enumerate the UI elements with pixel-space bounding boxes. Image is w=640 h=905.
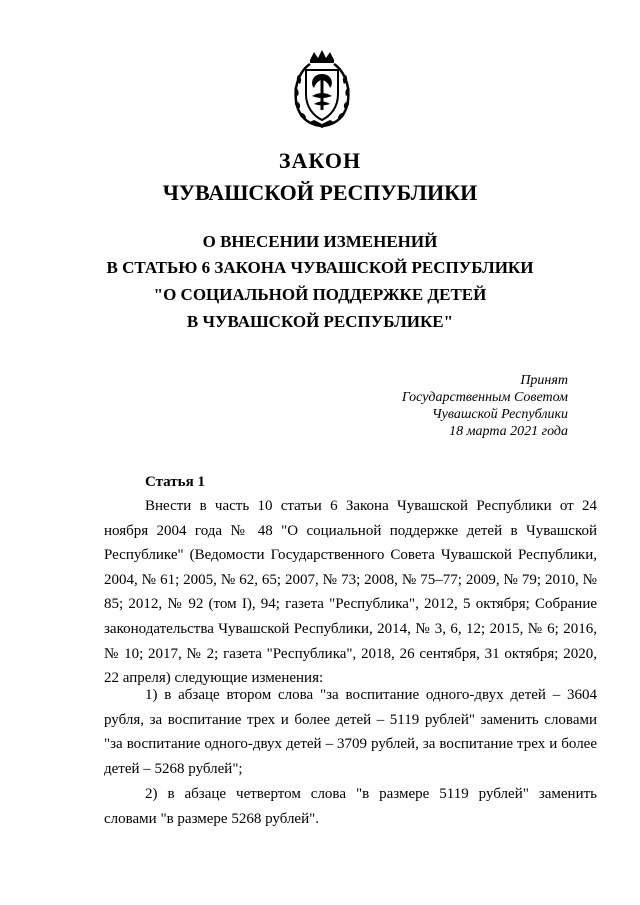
subtitle-line-3: "О СОЦИАЛЬНОЙ ПОДДЕРЖКЕ ДЕТЕЙ bbox=[153, 285, 487, 304]
subtitle-line-4: В ЧУВАШСКОЙ РЕСПУБЛИКЕ" bbox=[186, 312, 454, 331]
chuvash-coat-of-arms-icon bbox=[290, 46, 354, 130]
subtitle-line-2: В СТАТЬЮ 6 ЗАКОНА ЧУВАШСКОЙ РЕСПУБЛИКИ bbox=[106, 258, 534, 277]
article-heading: Статья 1 bbox=[145, 474, 205, 490]
adoption-line-1: Принят bbox=[520, 373, 568, 388]
adoption-line-3: Чувашской Республики bbox=[432, 407, 568, 422]
adoption-line-2: Государственным Советом bbox=[401, 390, 568, 405]
law-title: ЗАКОН bbox=[278, 148, 362, 173]
article-intro-paragraph: Внести в часть 10 статьи 6 Закона Чувашской Республики от 24 ноября 2004 года № 48 "О социальной поддержке детей в Чувашской Республике" (Ведомости Государственного Совета Чувашской Республики, 2004, № 61; 2005, № 62, 65; 2007, № 73; 2008, № 75–77; 2009, № 79; 2010, № 85; 2012, № 92 (том I), 94; газета "Республика", 2012, 5 октября; Собрание законодательства Чувашской Республики, 2014, № 3, 6, 12; 2015, № 6; 2016, № 10; 2017, № 2; газета "Республика", 2018, 26 сентября, 31 октября; 2020, 22 апреля) следующие изменения: bbox=[104, 498, 597, 687]
adoption-note bbox=[368, 372, 568, 440]
adoption-date: 18 марта 2021 года bbox=[449, 424, 568, 439]
republic-title: ЧУВАШСКОЙ РЕСПУБЛИКИ bbox=[162, 180, 478, 205]
subtitle-line-1: О ВНЕСЕНИИ ИЗМЕНЕНИЙ bbox=[202, 232, 438, 251]
article-item-1: 1) в абзаце втором слова "за воспитание одного-двух детей – 3604 рубля, за воспитание трех и более детей – 5119 рублей" заменить словами "за воспитание одного-двух детей – 3709 рублей, за воспитание трех и более детей – 5268 рублей"; bbox=[104, 687, 597, 777]
article-item-2: 2) в абзаце четвертом слова "в размере 5119 рублей" заменить словами "в размере 5268 рублей". bbox=[104, 786, 597, 827]
